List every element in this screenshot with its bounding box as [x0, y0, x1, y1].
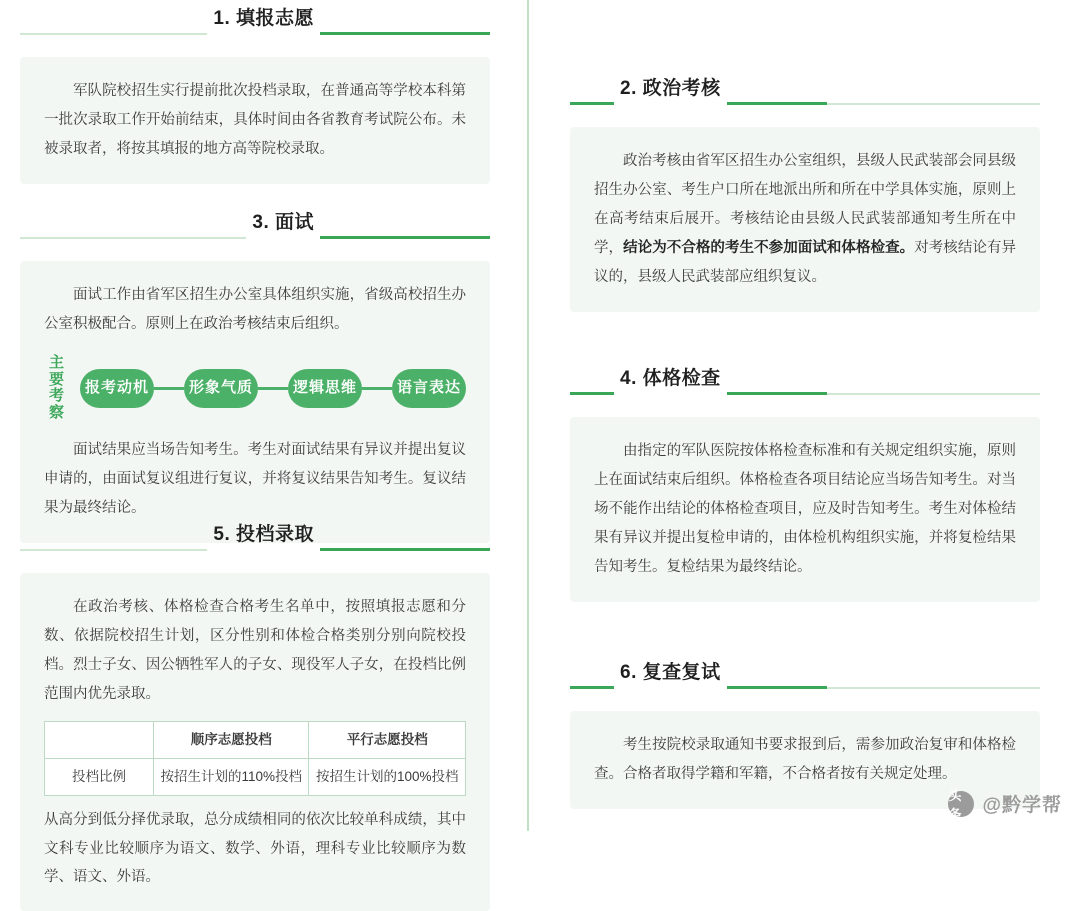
table-cell-sequential: 按招生计划的110%投档 — [154, 759, 309, 796]
watermark-text: @黔学帮 — [982, 795, 1062, 816]
keypoint-connector-1 — [154, 387, 184, 390]
keypoints-items — [80, 369, 466, 408]
step-1-block — [20, 8, 490, 184]
step-2-text-b: 对考核结论有异议的，县级人民武装部应组织复议。 — [594, 239, 1017, 285]
step-3-card — [20, 261, 490, 543]
table-cell-parallel: 按招生计划的100%投档 — [309, 759, 466, 796]
step-3-rule — [320, 236, 490, 239]
step-5-block — [20, 524, 490, 911]
interview-keypoints — [44, 355, 466, 422]
step-6-header — [570, 662, 1040, 689]
step-2-paragraph — [594, 147, 1016, 292]
step-5-note: 从高分到低分择优录取，总分成绩相同的依次比较单科成绩，其中文科专业比较顺序为语文、数学、外语，理科专业比较顺序为数学、语文、外语。 — [44, 812, 466, 885]
step-4-rule-left — [570, 392, 614, 395]
step-2-card — [570, 127, 1040, 312]
step-2-title: 2. 政治考核 — [620, 78, 721, 99]
step-1-header — [20, 8, 490, 35]
step-1-paragraph: 军队院校招生实行提前批次投档录取，在普通高等学校本科第一批次录取工作开始前结束，具体时间由各省教育考试院公布。未被录取者，将按其填报的地方高等院校录取。 — [44, 82, 466, 157]
step-5-title: 5. 投档录取 — [213, 524, 314, 545]
table-header-parallel: 平行志愿投档 — [309, 721, 466, 758]
step-4-header — [570, 368, 1040, 395]
step-2-block — [570, 78, 1040, 312]
keypoint-item-1: 报考动机 — [80, 369, 154, 408]
step-5-rule-thin — [20, 549, 207, 551]
step-3-title: 3. 面试 — [252, 212, 314, 233]
step-3-block — [20, 212, 490, 543]
step-4-card — [570, 417, 1040, 602]
step-6-paragraph: 考生按院校录取通知书要求报到后，需参加政治复审和体格检查。合格者取得学籍和军籍，不合格者按有关规定处理。 — [594, 736, 1016, 782]
table-header-blank — [45, 721, 154, 758]
step-3-paragraph-2: 面试结果应当场告知考生。考生对面试结果有异议并提出复议申请的，由面试复议组进行复议，并将复议结果告知考生。复议结果为最终结论。 — [44, 441, 466, 516]
table-cell-label: 投档比例 — [45, 759, 154, 796]
timeline-axis — [527, 0, 529, 831]
step-3-header — [20, 212, 490, 239]
step-2-text-a: 政治考核由省军区招生办公室组织，县级人民武装部会同县级招生办公室、考生户口所在地派出所和所在中学具体实施，原则上在高考结束后展开。考核结论由县级人民武装部通知考生所在中学， — [594, 152, 1016, 256]
step-2-text-emphasis: 结论为不合格的考生不参加面试和体格检查。 — [623, 239, 915, 256]
table-header-row — [45, 721, 466, 758]
admission-ratio-table — [44, 721, 466, 797]
step-2-rule-left — [570, 102, 614, 105]
step-5-rule — [320, 548, 490, 551]
step-3-rule-thin — [20, 237, 246, 239]
step-1-card — [20, 57, 490, 184]
keypoint-item-4: 语言表达 — [392, 369, 466, 408]
step-6-rule-thin — [827, 687, 1040, 689]
step-4-rule-thin — [827, 393, 1040, 395]
keypoint-connector-2 — [258, 387, 288, 390]
step-4-paragraph: 由指定的军队医院按体格检查标准和有关规定组织实施，原则上在面试结束后组织。体格检查各项目结论应当场告知考生。对当场不能作出结论的体格检查项目，应及时告知考生。考生对体检结果有异议并提出复检申请的，由体检机构组织实施，并将复检结果告知考生。复检结果为最终结论。 — [594, 442, 1016, 575]
keypoint-item-3: 逻辑思维 — [288, 369, 362, 408]
step-2-rule-right — [727, 102, 827, 105]
keypoint-item-2: 形象气质 — [184, 369, 258, 408]
step-2-header — [570, 78, 1040, 105]
step-4-title: 4. 体格检查 — [620, 368, 721, 389]
step-6-rule-right — [727, 686, 827, 689]
step-6-rule-left — [570, 686, 614, 689]
step-1-title: 1. 填报志愿 — [213, 8, 314, 29]
step-1-rule-thin — [20, 33, 207, 35]
table-header-sequential: 顺序志愿投档 — [154, 721, 309, 758]
keypoint-connector-3 — [362, 387, 392, 390]
step-3-paragraph-1: 面试工作由省军区招生办公室具体组织实施，省级高校招生办公室积极配合。原则上在政治考核结束后组织。 — [44, 286, 466, 332]
step-5-paragraph: 在政治考核、体格检查合格考生名单中，按照填报志愿和分数、依据院校招生计划，区分性别和体检合格类别分别向院校投档。烈士子女、因公牺牲军人的子女、现役军人子女，在投档比例范围内优先录取。 — [44, 598, 466, 702]
toutiao-logo-icon: 头条 — [948, 791, 974, 817]
keypoints-label: 主要考察 — [48, 353, 65, 422]
step-4-block — [570, 368, 1040, 602]
step-1-rule — [320, 32, 490, 35]
step-6-title: 6. 复查复试 — [620, 662, 721, 683]
table-row — [45, 759, 466, 796]
step-5-header — [20, 524, 490, 551]
step-2-rule-thin — [827, 103, 1040, 105]
step-4-rule-right — [727, 392, 827, 395]
watermark — [948, 787, 1062, 822]
step-5-card — [20, 573, 490, 911]
